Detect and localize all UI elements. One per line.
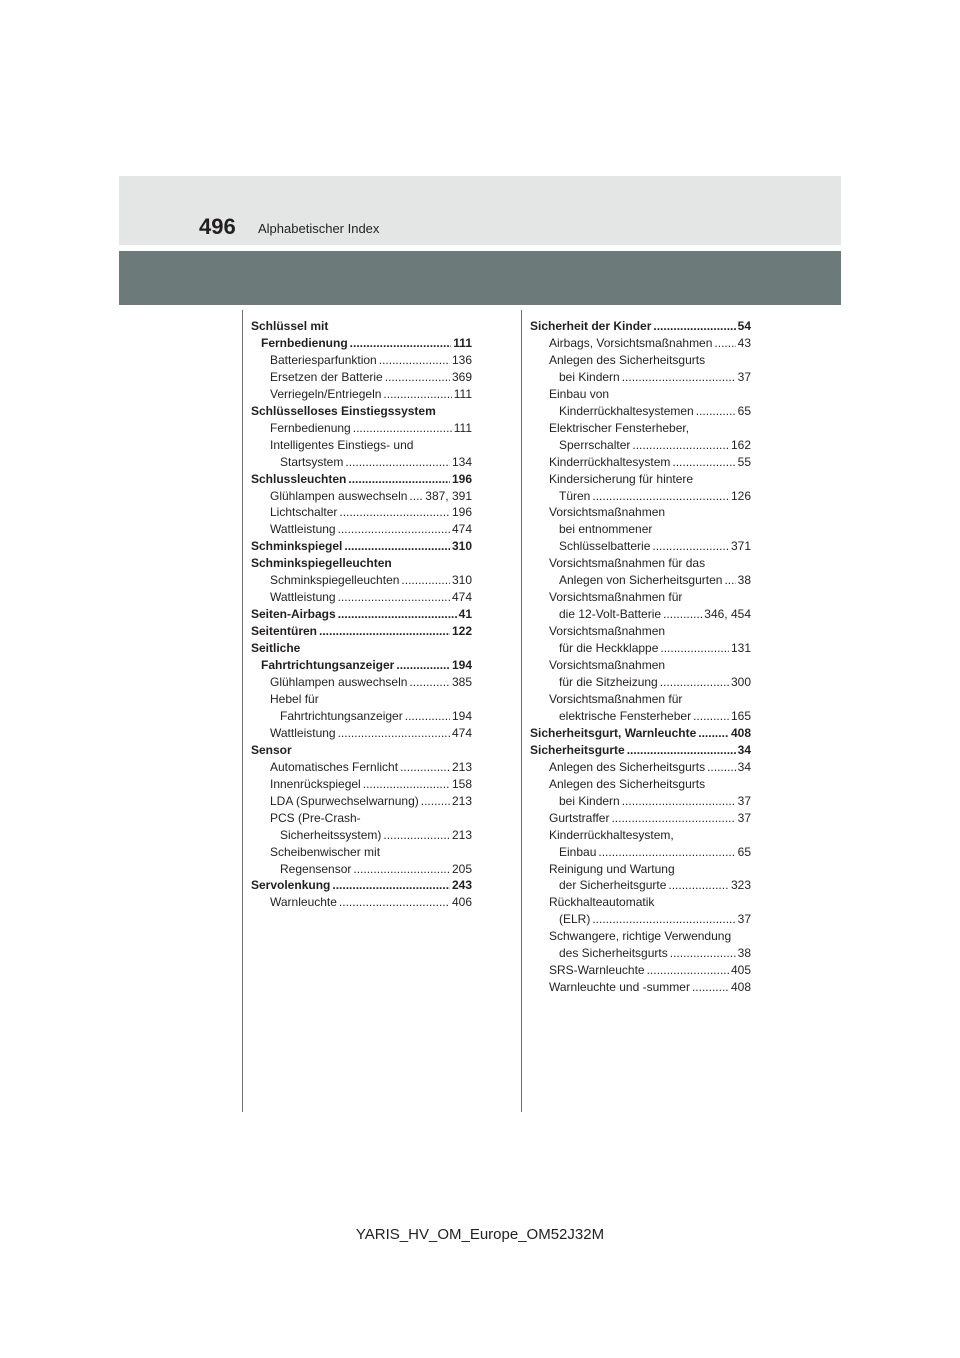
index-term: Schlussleuchten (251, 471, 347, 486)
index-term: Hebel für (270, 691, 319, 706)
dot-leader (692, 979, 729, 996)
dot-leader (627, 742, 736, 759)
index-term: Innenrückspiegel (270, 776, 361, 791)
index-term: Verriegeln/Entriegeln (270, 386, 382, 401)
index-entry (530, 538, 751, 555)
index-term: Ersetzen der Batterie (270, 369, 383, 384)
dot-leader (632, 437, 729, 454)
index-term: Vorsichtsmaßnahmen (549, 505, 666, 520)
index-term: Anlegen des Sicherheitsgurts (549, 776, 706, 791)
index-entry (530, 623, 751, 640)
index-entry (251, 877, 472, 894)
page-reference: 369 (451, 369, 472, 384)
index-term: Vorsichtsmaßnahmen (549, 624, 666, 639)
index-entry (530, 454, 751, 471)
page-reference: 213 (451, 793, 472, 808)
index-term: bei Kindern (559, 793, 620, 808)
dot-leader (693, 708, 729, 725)
header-bar (119, 251, 841, 305)
index-term: Wattleistung (270, 522, 336, 537)
index-term: LDA (Spurwechselwarnung) (270, 793, 419, 808)
index-entry (530, 962, 751, 979)
page-reference: 38 (737, 946, 751, 961)
index-entry (530, 945, 751, 962)
index-entry (530, 657, 751, 674)
page-reference: 243 (451, 878, 472, 893)
index-term: Einbau von (549, 386, 610, 401)
page-reference: 165 (730, 708, 751, 723)
page-reference: 371 (730, 539, 751, 554)
index-term: Kinderrückhaltesystem, (549, 827, 674, 842)
index-term: Airbags, Vorsichtsmaßnahmen (549, 335, 713, 350)
dot-leader (592, 911, 735, 928)
page-number: 496 (199, 214, 236, 239)
dot-leader (401, 572, 450, 589)
index-term: Kinderrückhaltesystem (549, 454, 671, 469)
dot-leader (668, 877, 729, 894)
page-reference: 196 (451, 505, 472, 520)
index-term: bei entnommener (559, 522, 653, 537)
page-reference: 385 (451, 675, 472, 690)
dot-leader (724, 572, 735, 589)
dot-leader (353, 420, 452, 437)
index-term: Fernbedienung (261, 335, 348, 350)
index-entry (251, 454, 472, 471)
index-term: SRS-Warnleuchte (549, 963, 645, 978)
dot-leader (338, 589, 450, 606)
page-reference: 111 (453, 386, 472, 401)
index-term: Startsystem (280, 454, 344, 469)
index-column-right (530, 318, 751, 996)
page-reference: 474 (451, 725, 472, 740)
index-entry (530, 928, 751, 945)
dot-leader (670, 945, 736, 962)
index-entry (251, 352, 472, 369)
dot-leader (348, 471, 450, 488)
index-entry (530, 318, 751, 335)
dot-leader (353, 861, 450, 878)
index-entry (251, 657, 472, 674)
index-term: Automatisches Fernlicht (270, 759, 399, 774)
index-entry (530, 894, 751, 911)
index-entry (251, 708, 472, 725)
dot-leader (405, 708, 450, 725)
dot-leader (409, 488, 423, 505)
index-entry (530, 776, 751, 793)
index-term: Sicherheitsgurt, Warnleuchte (530, 725, 697, 740)
dot-leader (660, 640, 729, 657)
page-reference: 213 (451, 759, 472, 774)
dot-leader (338, 725, 450, 742)
index-entry (530, 708, 751, 725)
index-term: Glühlampen auswechseln (270, 675, 408, 690)
dot-leader (714, 335, 735, 352)
index-entry (251, 861, 472, 878)
page-reference: 300 (730, 675, 751, 690)
page-reference: 162 (730, 437, 751, 452)
index-entry (251, 725, 472, 742)
index-term: elektrische Fensterheber (559, 708, 692, 723)
index-entry (530, 844, 751, 861)
dot-leader (396, 657, 450, 674)
index-term: Sicherheitsgurte (530, 742, 625, 757)
page-reference: 37 (737, 912, 751, 927)
dot-leader (622, 793, 736, 810)
index-entry (530, 335, 751, 352)
index-term: Sperrschalter (559, 437, 631, 452)
index-entry (251, 555, 472, 572)
page-reference: 126 (730, 488, 751, 503)
page-reference: 54 (737, 319, 751, 333)
index-term: Sicherheitssystem) (280, 827, 382, 842)
index-entry (251, 403, 472, 420)
dot-leader (696, 403, 736, 420)
index-term: Schlüsselloses Einstiegssystem (251, 403, 436, 418)
index-term: Einbau (559, 844, 597, 859)
index-term: des Sicherheitsgurts (559, 946, 668, 961)
index-entry (530, 606, 751, 623)
page-reference: 131 (730, 641, 751, 656)
index-term: Scheibenwischer mit (270, 844, 381, 859)
index-term: für die Heckklappe (559, 641, 659, 656)
page-reference: 55 (737, 454, 751, 469)
index-term: Fahrtrichtungsanzeiger (261, 658, 395, 673)
index-term: Batteriesparfunktion (270, 352, 377, 367)
dot-leader (598, 844, 735, 861)
dot-leader (319, 623, 450, 640)
document-code: YARIS_HV_OM_Europe_OM52J32M (355, 1226, 605, 1243)
index-entry (251, 437, 472, 454)
index-entry (251, 471, 472, 488)
index-term: Seitentüren (251, 624, 318, 639)
dot-leader (385, 369, 450, 386)
index-entry (251, 318, 472, 335)
dot-leader (652, 538, 729, 555)
index-term: Servolenkung (251, 878, 331, 893)
column-divider-right (521, 310, 522, 1112)
page-reference: 43 (737, 335, 751, 350)
page-reference: 37 (737, 369, 751, 384)
page-reference: 474 (451, 522, 472, 537)
index-term: Seiten-Airbags (251, 607, 336, 622)
index-term: Anlegen des Sicherheitsgurts (549, 759, 706, 774)
page-reference: 136 (451, 352, 472, 367)
index-entry (251, 793, 472, 810)
dot-leader (611, 810, 735, 827)
dot-leader (698, 725, 729, 742)
page-reference: 111 (453, 335, 472, 350)
page-reference: 346, 454 (704, 607, 751, 622)
index-entry (251, 488, 472, 505)
page-reference: 323 (730, 878, 751, 893)
index-entry (251, 759, 472, 776)
index-term: Schminkspiegelleuchten (270, 573, 400, 588)
index-term: Kindersicherung für hintere (549, 471, 694, 486)
index-term: Wattleistung (270, 725, 336, 740)
index-term: Anlegen von Sicherheitsgurten (559, 573, 723, 588)
index-entry (530, 589, 751, 606)
index-term: der Sicherheitsgurte (559, 878, 667, 893)
index-term: Schminkspiegelleuchten (251, 556, 392, 571)
index-entry (251, 335, 472, 352)
index-entry (251, 521, 472, 538)
index-entry (251, 691, 472, 708)
index-term: Seitliche (251, 641, 301, 656)
page-reference: 408 (730, 980, 751, 995)
index-entry (530, 352, 751, 369)
index-term: Warnleuchte und -summer (549, 980, 690, 995)
page-reference: 158 (451, 776, 472, 791)
page-reference: 41 (458, 607, 472, 622)
index-term: Sensor (251, 742, 292, 757)
index-entry (530, 420, 751, 437)
dot-leader (338, 606, 457, 623)
index-entry (530, 827, 751, 844)
dot-leader (344, 538, 450, 555)
index-term: Anlegen des Sicherheitsgurts (549, 352, 706, 367)
index-entry (530, 437, 751, 454)
dot-leader (653, 318, 735, 335)
index-entry (251, 420, 472, 437)
page-reference: 310 (451, 539, 472, 554)
index-term: Glühlampen auswechseln (270, 488, 408, 503)
index-term: Sicherheit der Kinder (530, 319, 652, 333)
index-term: Schlüssel mit (251, 319, 329, 333)
index-entry (251, 894, 472, 911)
index-entry (530, 810, 751, 827)
index-entry (251, 623, 472, 640)
page-reference: 65 (737, 844, 751, 859)
column-divider-left (242, 310, 243, 1112)
dot-leader (421, 793, 450, 810)
dot-leader (383, 827, 450, 844)
index-entry (530, 674, 751, 691)
page-reference: 408 (730, 725, 751, 740)
index-term: die 12-Volt-Batterie (559, 607, 662, 622)
page-reference: 194 (451, 658, 472, 673)
dot-leader (592, 488, 729, 505)
index-term: Vorsichtsmaßnahmen für (549, 590, 683, 605)
dot-leader (338, 521, 450, 538)
dot-leader (672, 454, 735, 471)
index-term: bei Kindern (559, 369, 620, 384)
page-reference: 122 (451, 624, 472, 639)
index-term: für die Sitzheizung (559, 675, 658, 690)
index-term: Wattleistung (270, 590, 336, 605)
index-entry (251, 369, 472, 386)
dot-leader (663, 606, 702, 623)
index-term: Intelligentes Einstiegs- und (270, 437, 414, 452)
index-entry (530, 572, 751, 589)
page-reference: 387, 391 (425, 488, 472, 503)
index-entry (251, 810, 472, 827)
dot-leader (707, 759, 736, 776)
index-term: Vorsichtsmaßnahmen (549, 658, 666, 673)
index-entry (530, 504, 751, 521)
dot-leader (383, 386, 451, 403)
page-reference: 310 (451, 573, 472, 588)
index-entry (530, 369, 751, 386)
page-reference: 474 (451, 590, 472, 605)
dot-leader (409, 674, 450, 691)
index-entry (530, 877, 751, 894)
index-term: Gurtstraffer (549, 810, 610, 825)
index-term: Fahrtrichtungsanzeiger (280, 708, 403, 723)
page-reference: 406 (451, 895, 472, 910)
index-entry (530, 979, 751, 996)
dot-leader (332, 877, 450, 894)
index-entry (530, 742, 751, 759)
index-term: Rückhalteautomatik (549, 895, 655, 910)
index-term: Regensensor (280, 861, 352, 876)
index-entry (530, 861, 751, 878)
index-entry (530, 521, 751, 538)
index-term: Schwangere, richtige Verwendung (549, 929, 732, 944)
index-term: Türen (559, 488, 591, 503)
index-entry (251, 827, 472, 844)
index-term: Vorsichtsmaßnahmen für das (549, 556, 706, 571)
dot-leader (379, 352, 450, 369)
index-term: PCS (Pre-Crash- (270, 810, 361, 825)
dot-leader (660, 674, 729, 691)
index-term: Reinigung und Wartung (549, 861, 675, 876)
page-reference: 65 (737, 403, 751, 418)
index-term: Fernbedienung (270, 420, 351, 435)
page-reference: 37 (737, 793, 751, 808)
index-entry (530, 403, 751, 420)
index-term: Kinderrückhaltesystemen (559, 403, 694, 418)
page-reference: 38 (737, 573, 751, 588)
page-reference: 194 (451, 708, 472, 723)
index-term: Vorsichtsmaßnahmen für (549, 691, 683, 706)
index-term: Elektrischer Fensterheber, (549, 420, 690, 435)
index-entry (251, 606, 472, 623)
index-entry (251, 589, 472, 606)
dot-leader (363, 776, 450, 793)
index-entry (530, 725, 751, 742)
index-entry (251, 386, 472, 403)
dot-leader (647, 962, 729, 979)
page-reference: 405 (730, 963, 751, 978)
index-entry (251, 844, 472, 861)
dot-leader (339, 504, 450, 521)
page-reference: 37 (737, 810, 751, 825)
index-term: Lichtschalter (270, 505, 338, 520)
index-entry (530, 488, 751, 505)
index-entry (530, 471, 751, 488)
page-reference: 134 (451, 454, 472, 469)
index-entry (530, 640, 751, 657)
page-reference: 196 (451, 471, 472, 486)
index-term: Schminkspiegel (251, 539, 343, 554)
index-entry (530, 793, 751, 810)
index-entry (530, 759, 751, 776)
index-entry (530, 555, 751, 572)
dot-leader (350, 335, 452, 352)
page-reference: 34 (737, 742, 751, 757)
dot-leader (400, 759, 450, 776)
index-entry (530, 911, 751, 928)
dot-leader (345, 454, 450, 471)
index-term: (ELR) (559, 912, 591, 927)
dot-leader (339, 894, 450, 911)
index-column-left (251, 318, 472, 911)
index-entry (251, 504, 472, 521)
index-term: Warnleuchte (270, 895, 337, 910)
index-entry (251, 674, 472, 691)
dot-leader (622, 369, 736, 386)
index-entry (251, 538, 472, 555)
page-reference: 34 (737, 759, 751, 774)
index-entry (530, 386, 751, 403)
index-entry (251, 640, 472, 657)
index-entry (251, 572, 472, 589)
index-term: Schlüsselbatterie (559, 539, 651, 554)
page-reference: 213 (451, 827, 472, 842)
index-entry (251, 742, 472, 759)
page-reference: 205 (451, 861, 472, 876)
section-title: Alphabetischer Index (258, 221, 380, 236)
index-entry (251, 776, 472, 793)
index-entry (530, 691, 751, 708)
page-reference: 111 (453, 420, 472, 435)
